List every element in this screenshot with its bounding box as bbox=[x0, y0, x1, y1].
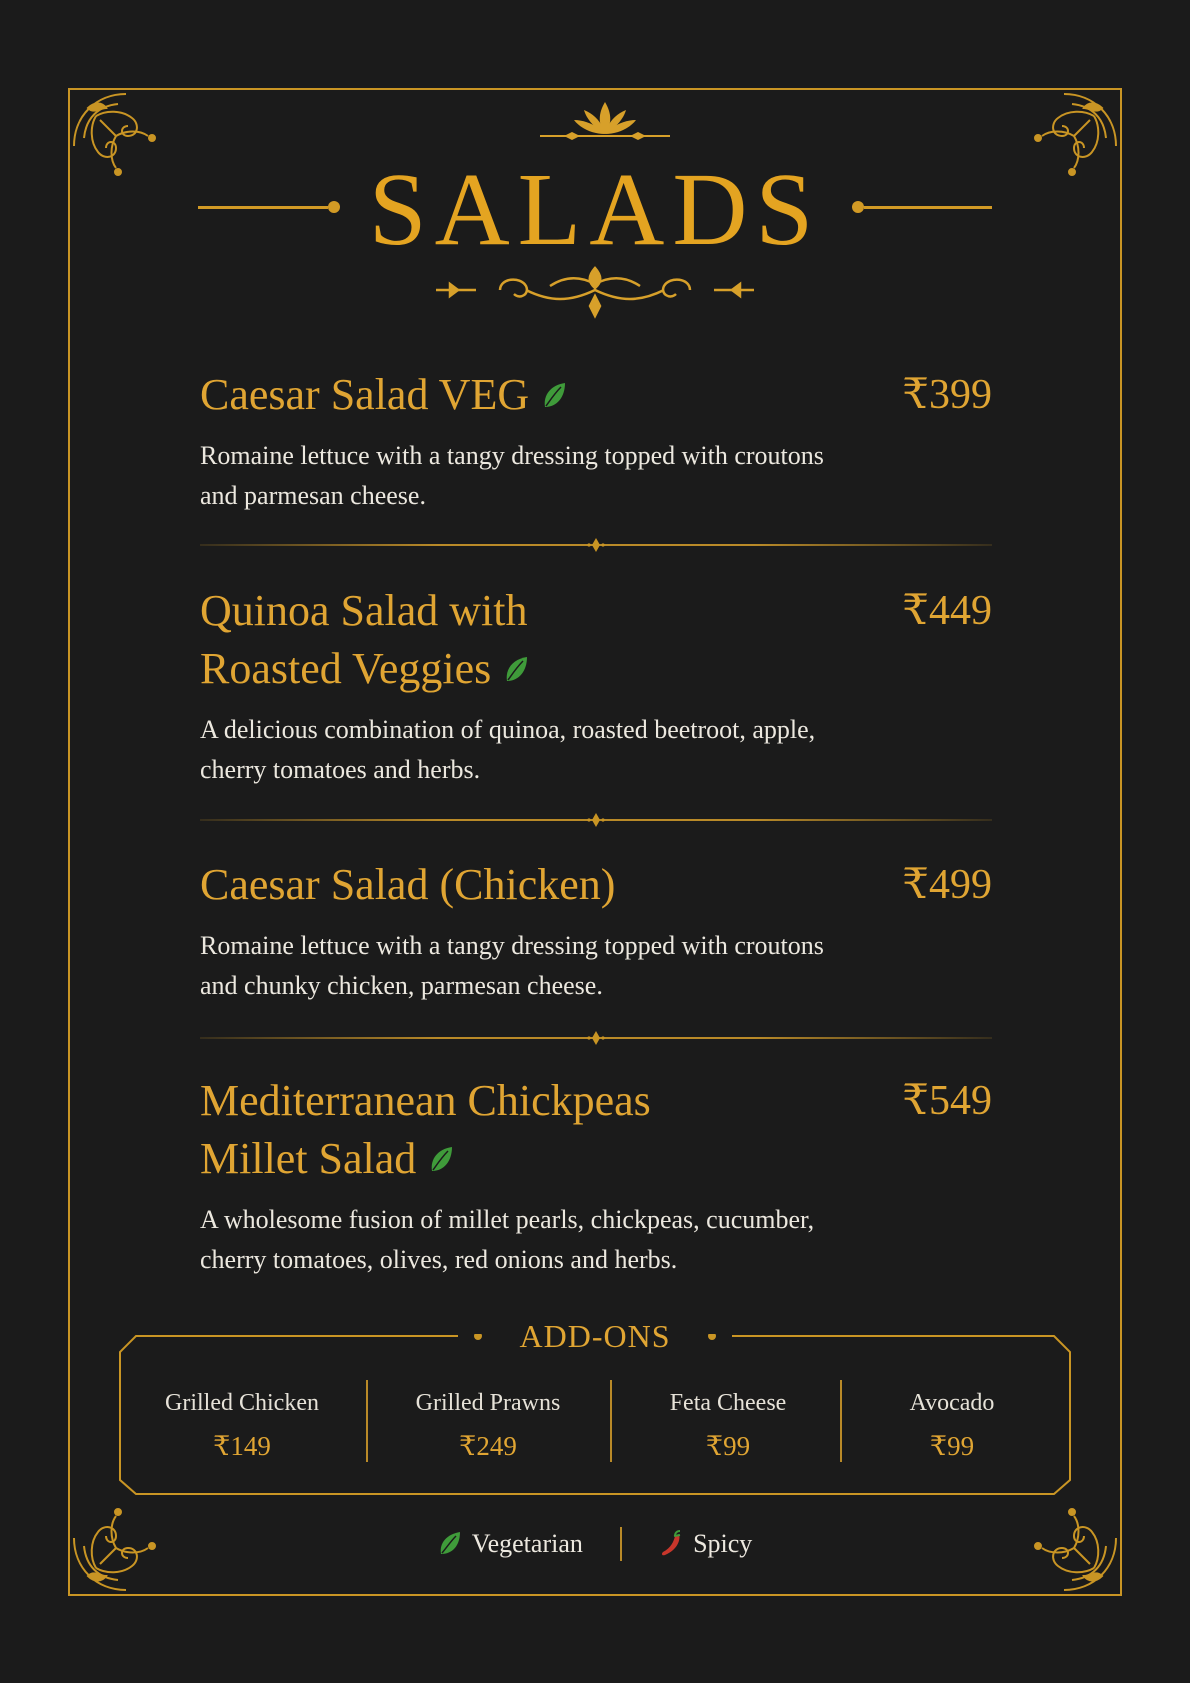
item-name-text: Roasted Veggies bbox=[200, 644, 492, 693]
item-divider bbox=[200, 1030, 992, 1046]
divider-gem-icon bbox=[587, 1030, 605, 1046]
addon-item bbox=[612, 1386, 844, 1466]
item-description-line: A wholesome fusion of millet pearls, chickpeas, cucumber, bbox=[200, 1205, 815, 1234]
page-title: SALADS bbox=[368, 152, 822, 267]
leaf-icon bbox=[428, 1145, 454, 1175]
item-description bbox=[200, 710, 880, 790]
divider-gem-icon bbox=[587, 812, 605, 828]
leaf-icon bbox=[503, 655, 529, 685]
item-name-text: Quinoa Salad with bbox=[200, 586, 528, 635]
title-dot-right bbox=[852, 201, 864, 213]
item-name bbox=[200, 1072, 840, 1188]
item-description bbox=[200, 1200, 880, 1280]
item-name-text: Caesar Salad VEG bbox=[200, 370, 530, 419]
addon-price: ₹249 bbox=[459, 1431, 517, 1461]
addons-panel bbox=[118, 1318, 1072, 1496]
menu-item bbox=[200, 582, 992, 790]
item-price: ₹449 bbox=[902, 588, 992, 634]
leaf-icon bbox=[541, 381, 567, 411]
leaf-icon bbox=[438, 1530, 462, 1558]
item-price: ₹549 bbox=[902, 1078, 992, 1124]
item-description bbox=[200, 436, 880, 516]
item-price: ₹399 bbox=[902, 372, 992, 418]
addon-name: Grilled Prawns bbox=[415, 1390, 561, 1416]
chili-icon bbox=[659, 1530, 683, 1558]
title-rule-right bbox=[864, 206, 992, 209]
addon-separator bbox=[366, 1380, 368, 1462]
item-name bbox=[200, 366, 840, 424]
legend-veg-label: Vegetarian bbox=[471, 1529, 583, 1558]
addon-item bbox=[372, 1386, 604, 1466]
legend bbox=[0, 1524, 1190, 1564]
item-name-text: Caesar Salad (Chicken) bbox=[200, 860, 616, 909]
lotus-ornament-icon bbox=[540, 92, 670, 148]
item-name-text: Millet Salad bbox=[200, 1134, 417, 1183]
scroll-ornament-icon bbox=[430, 262, 760, 322]
item-description-line: Romaine lettuce with a tangy dressing topped with croutons bbox=[200, 931, 824, 960]
item-description-line: cherry tomatoes and herbs. bbox=[200, 755, 481, 784]
legend-vegetarian bbox=[438, 1524, 583, 1564]
addons-title: ADD-ONS bbox=[118, 1318, 1072, 1354]
menu-item bbox=[200, 1072, 992, 1280]
addon-item bbox=[836, 1386, 1068, 1466]
legend-spicy-label: Spicy bbox=[693, 1529, 753, 1558]
item-description-line: and parmesan cheese. bbox=[200, 481, 426, 510]
legend-separator bbox=[620, 1527, 622, 1561]
item-name-text: Mediterranean Chickpeas bbox=[200, 1076, 651, 1125]
item-description-line: A delicious combination of quinoa, roasted beetroot, apple, bbox=[200, 715, 816, 744]
menu-item bbox=[200, 366, 992, 516]
addon-name: Avocado bbox=[909, 1390, 995, 1416]
item-description-line: and chunky chicken, parmesan cheese. bbox=[200, 971, 603, 1000]
menu-item bbox=[200, 856, 992, 1006]
item-name bbox=[200, 856, 840, 914]
item-description bbox=[200, 926, 880, 1006]
addon-price: ₹99 bbox=[705, 1431, 751, 1461]
addon-name: Grilled Chicken bbox=[165, 1390, 319, 1416]
title-area bbox=[0, 150, 1190, 270]
addon-name: Feta Cheese bbox=[669, 1390, 787, 1416]
item-name bbox=[200, 582, 840, 698]
addon-price: ₹149 bbox=[213, 1431, 271, 1461]
item-divider bbox=[200, 537, 992, 553]
item-price: ₹499 bbox=[902, 862, 992, 908]
item-divider bbox=[200, 812, 992, 828]
item-description-line: cherry tomatoes, olives, red onions and herbs. bbox=[200, 1245, 678, 1274]
divider-gem-icon bbox=[587, 537, 605, 553]
addon-item bbox=[126, 1386, 358, 1466]
legend-spicy bbox=[659, 1524, 752, 1564]
item-description-line: Romaine lettuce with a tangy dressing topped with croutons bbox=[200, 441, 824, 470]
addon-price: ₹99 bbox=[929, 1431, 975, 1461]
